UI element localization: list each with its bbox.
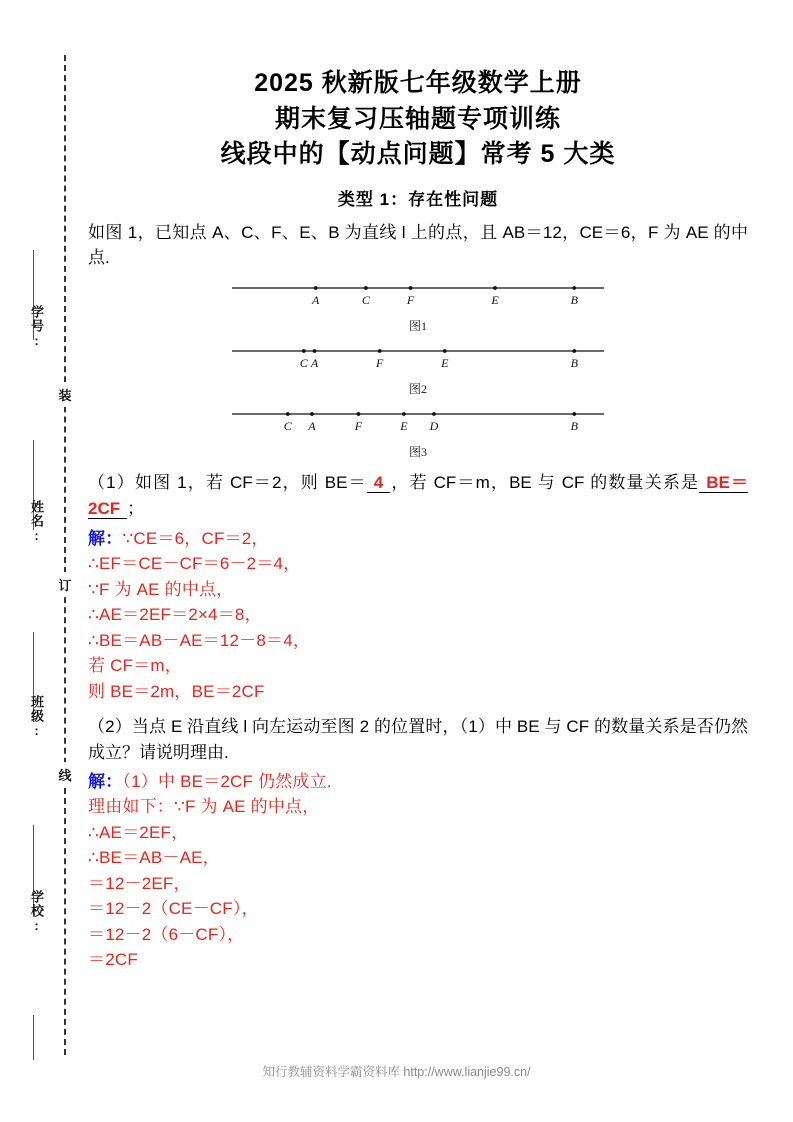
problem-statement: 如图 1，已知点 A、C、F、E、B 为直线 l 上的点，且 AB＝12，CE＝6，F 为 AE 的中点.: [88, 222, 748, 268]
point-label-E: E: [400, 419, 408, 434]
q2-solution-line-5-body: ＝12－2EF，: [88, 873, 191, 893]
point-dot-C: [286, 412, 290, 416]
q1-solution-line-1: [88, 526, 748, 552]
question-2-solution: [88, 769, 748, 973]
point-dot-A: [313, 349, 317, 353]
point-dot-A: [314, 286, 318, 290]
point-label-C: C: [361, 293, 370, 308]
figure-caption-2: 图2: [408, 382, 427, 397]
point-dot-B: [572, 412, 576, 416]
q2-solution-line-7: [88, 922, 748, 948]
point-dot-C: [302, 349, 306, 353]
title-line-2: 期末复习压轴题专项训练: [274, 104, 561, 133]
q2-solution-line-8: [88, 947, 748, 973]
q1-solution-line-6: [88, 653, 748, 679]
q1-solution-line-6-body: 若 CF＝m，: [88, 656, 182, 676]
margin-label-4: 学校:: [29, 890, 44, 934]
q1-solution-line-5-body: ∴BE＝AB－AE＝12－8＝4，: [88, 630, 311, 650]
q1-text-end: ；: [127, 498, 145, 518]
point-label-C: C: [283, 419, 292, 434]
point-dot-E: [402, 412, 406, 416]
point-label-E: E: [441, 356, 449, 371]
q1-solution-line-1-head: 解：: [88, 528, 123, 548]
document-content: [88, 0, 748, 973]
point-label-A: A: [312, 293, 320, 308]
q1-solution-line-3: [88, 577, 748, 603]
number-line-2: [218, 342, 618, 378]
question-2: （2）当点 E 沿直线 l 向左运动至图 2 的位置时，（1）中 BE 与 CF 的数量关系是否仍然成立？请说明理由.: [88, 717, 748, 763]
point-dot-C: [364, 286, 368, 290]
point-dot-D: [432, 412, 436, 416]
q2-solution-line-4: [88, 845, 748, 871]
q1-solution-line-5: [88, 628, 748, 654]
q1-solution-line-3-body: ∵F 为 AE 的中点，: [88, 579, 234, 599]
point-label-C: C: [299, 356, 308, 371]
figure-2: [88, 342, 748, 397]
point-label-B: B: [570, 419, 578, 434]
point-label-F: F: [354, 419, 363, 434]
number-line-3: [218, 405, 618, 441]
point-dot-B: [572, 286, 576, 290]
q2-solution-line-8-body: ＝2CF: [88, 950, 138, 970]
q1-solution-line-2-body: ∴EF＝CE－CF＝6－2＝4，: [88, 554, 301, 574]
margin-label-1: 学号:: [29, 305, 44, 349]
q1-solution-line-7-body: 则 BE＝2m，BE＝2CF: [88, 681, 265, 701]
q1-solution-line-2: [88, 551, 748, 577]
q2-solution-line-2-body: 理由如下：∵F 为 AE 的中点，: [88, 797, 320, 817]
q1-answer-blank-2[interactable]: BE＝2CF: [88, 473, 748, 518]
number-line-1: [218, 279, 618, 315]
seal-word-2: 订: [54, 572, 76, 597]
q2-solution-line-4-body: ∴BE＝AB－AE，: [88, 848, 220, 868]
q1-solution-line-4-body: ∴AE＝2EF＝2×4＝8，: [88, 605, 262, 625]
point-label-D: D: [429, 419, 439, 434]
q1-solution-line-7: [88, 679, 748, 705]
q2-solution-line-1: [88, 769, 748, 795]
title-line-1: 2025 秋新版七年级数学上册: [254, 69, 582, 97]
point-dot-A: [310, 412, 314, 416]
margin-label-3: 班级:: [29, 695, 44, 739]
q1-text-after-blank1: ，若 CF＝m，BE 与 CF 的数量关系是: [390, 473, 700, 493]
exam-margin-area: [0, 0, 95, 1122]
point-label-F: F: [376, 356, 384, 371]
point-label-F: F: [406, 293, 415, 308]
point-dot-F: [357, 412, 361, 416]
seal-word-3: 线: [54, 762, 76, 787]
q2-solution-line-3: [88, 820, 748, 846]
question-1-solution: [88, 526, 748, 705]
q1-solution-line-1-body: ∵CE＝6，CF＝2，: [122, 528, 269, 548]
q2-solution-line-1-head: 解：: [88, 771, 123, 791]
q2-solution-line-2: [88, 794, 748, 820]
seal-word-1: 装: [54, 382, 76, 407]
point-dot-F: [409, 286, 413, 290]
point-label-B: B: [570, 356, 578, 371]
point-label-B: B: [570, 293, 578, 308]
point-dot-E: [443, 349, 447, 353]
figure-1: [88, 279, 748, 334]
q1-solution-line-4: [88, 602, 748, 628]
page-footer: 知行教辅资料学霸资料库 http://www.lianjie99.cn/: [262, 1065, 531, 1079]
point-label-A: A: [310, 356, 319, 371]
q1-text-before-blank1: （1）如图 1，若 CF＝2，则 BE＝: [88, 473, 367, 493]
document-title-block: [88, 66, 748, 173]
q2-solution-line-6-body: ＝12－2（CE－CF），: [88, 899, 259, 919]
q2-solution-line-1-body: （1）中 BE＝2CF 仍然成立.: [122, 771, 332, 791]
point-label-E: E: [491, 293, 499, 308]
q2-solution-line-5: [88, 871, 748, 897]
margin-solid-line-5: [33, 1015, 34, 1060]
point-label-A: A: [308, 419, 316, 434]
q2-solution-line-3-body: ∴AE＝2EF，: [88, 822, 189, 842]
type-heading: 类型 1：存在性问题: [337, 189, 499, 209]
margin-label-2: 姓名:: [29, 500, 44, 544]
q1-answer-blank-1[interactable]: 4: [367, 473, 390, 493]
point-dot-B: [572, 349, 576, 353]
figure-caption-1: 图1: [408, 319, 427, 334]
question-1: [88, 470, 748, 522]
title-line-3: 线段中的【动点问题】常考 5 大类: [220, 140, 616, 168]
figure-caption-3: 图3: [408, 445, 427, 460]
q2-solution-line-6: [88, 896, 748, 922]
figure-3: [88, 405, 748, 460]
figures-container: [88, 279, 748, 460]
point-dot-F: [378, 349, 382, 353]
margin-dashed-line: [64, 55, 66, 1055]
q2-solution-line-7-body: ＝12－2（6－CF），: [88, 924, 245, 944]
point-dot-E: [493, 286, 497, 290]
